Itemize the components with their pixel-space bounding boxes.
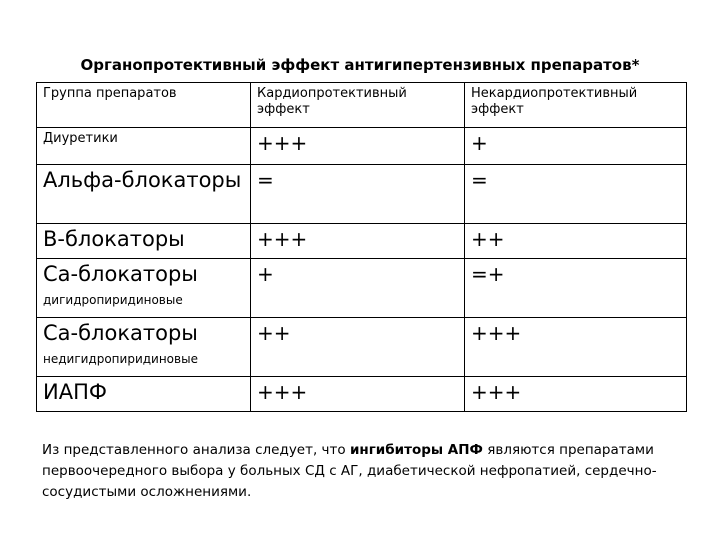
slide-title: Органопротективный эффект антигипертензивных препаратов*	[80, 56, 640, 74]
cardio-cell: +	[251, 259, 465, 318]
cardio-cell: +++	[251, 377, 465, 412]
noncardio-cell: +++	[465, 318, 687, 377]
group-cell: Альфа-блокаторы	[37, 165, 251, 224]
table-row	[37, 259, 687, 318]
cardio-cell: ++	[251, 318, 465, 377]
table-row	[37, 377, 687, 412]
conclusion-note	[42, 440, 682, 503]
note-text-bold: ингибиторы АПФ	[349, 442, 483, 458]
noncardio-cell: ++	[465, 224, 687, 259]
table-row	[37, 318, 687, 377]
header-noncardio: Некардиопротективный эффект	[465, 83, 687, 128]
comparison-table	[36, 82, 687, 412]
noncardio-cell: =+	[465, 259, 687, 318]
group-subtype: дигидропиридиновые	[43, 293, 183, 307]
cardio-cell: +++	[251, 224, 465, 259]
header-group: Группа препаратов	[37, 83, 251, 128]
group-cell: ИАПФ	[37, 377, 251, 412]
group-name: Са-блокаторы	[43, 262, 198, 286]
cardio-cell: =	[251, 165, 465, 224]
noncardio-cell: +++	[465, 377, 687, 412]
table-row	[37, 165, 687, 224]
group-cell: Диуретики	[37, 128, 251, 165]
table-row	[37, 128, 687, 165]
group-name: Са-блокаторы	[43, 321, 198, 345]
note-text-start: Из представленного анализа следует, что	[42, 442, 350, 458]
table-header-row	[37, 83, 687, 128]
noncardio-cell: +	[465, 128, 687, 165]
group-subtype: недигидропиридиновые	[43, 352, 198, 366]
group-cell: В-блокаторы	[37, 224, 251, 259]
noncardio-cell: =	[465, 165, 687, 224]
group-cell	[37, 318, 251, 377]
note-text-end: являются препаратами первоочередного выбора у больных СД с АГ, диабетической нефропатией, сердечно-сосудистыми осложнениями.	[42, 442, 657, 500]
cardio-cell: +++	[251, 128, 465, 165]
header-cardio: Кардиопротективный эффект	[251, 83, 465, 128]
table-row	[37, 224, 687, 259]
group-cell	[37, 259, 251, 318]
